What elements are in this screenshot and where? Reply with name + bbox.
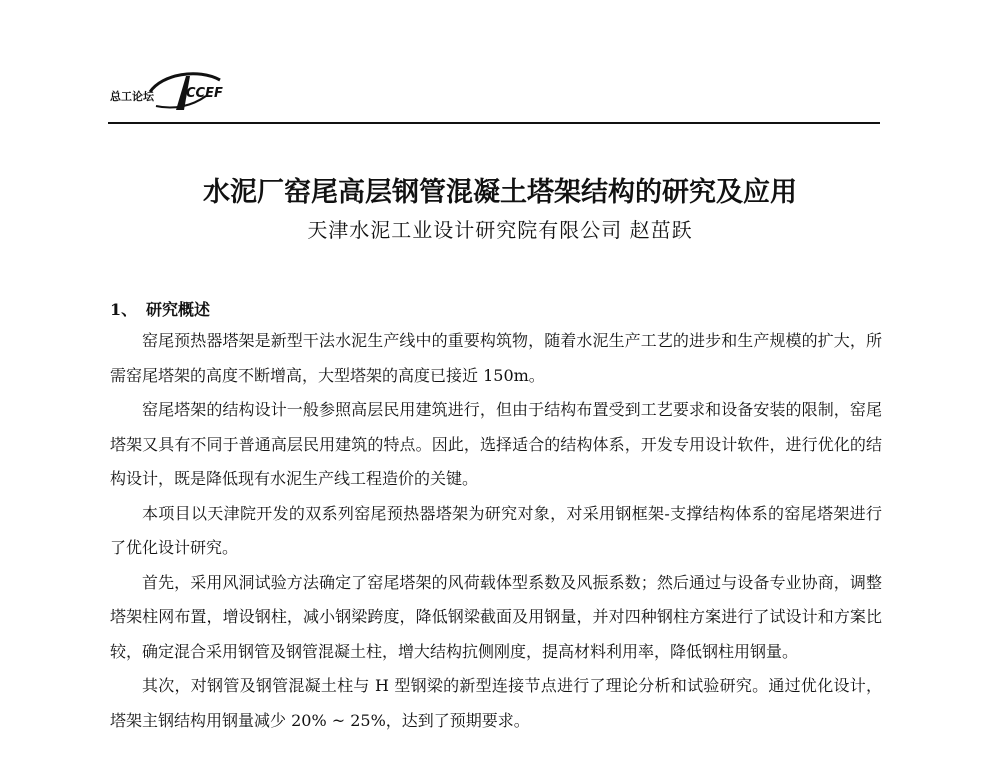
body-text [110, 324, 882, 738]
section-number: 1、 [110, 300, 138, 319]
author-affiliation: 天津水泥工业设计研究院有限公司 赵茁跃 [307, 218, 693, 242]
document-title: 水泥厂窑尾高层钢管混凝土塔架结构的研究及应用 [203, 177, 797, 208]
section-heading [110, 297, 210, 320]
paragraph: 首先，采用风洞试验方法确定了窑尾塔架的风荷载体型系数及风振系数；然后通过与设备专业协商，调整塔架柱网布置，增设钢柱，减小钢梁跨度，降低钢梁截面及用钢量，并对四种钢柱方案进行了试设计和方案比较，确定混合采用钢管及钢管混凝土柱，增大结构抗侧刚度，提高材料利用率，降低钢柱用钢量。 [110, 572, 882, 661]
paragraph: 窑尾塔架的结构设计一般参照高层民用建筑进行，但由于结构布置受到工艺要求和设备安装的限制，窑尾塔架又具有不同于普通高层民用建筑的特点。因此，选择适合的结构体系，开发专用设计软件，进行优化的结构设计，既是降低现有水泥生产线工程造价的关键。 [110, 400, 882, 488]
logo-chinese-text: 总工论坛 [110, 90, 154, 103]
section-title: 研究概述 [146, 300, 211, 319]
paragraph: 其次，对钢管及钢管混凝土柱与 H 型钢梁的新型连接节点进行了理论分析和试验研究。通过优化设计，塔架主钢结构用钢量减少 20% ~ 25%，达到了预期要求。 [110, 676, 882, 730]
header-divider [108, 122, 880, 124]
paragraph: 本项目以天津院开发的双系列窑尾预热器塔架为研究对象，对采用钢框架-支撑结构体系的窑尾塔架进行了优化设计研究。 [110, 503, 882, 557]
paragraph: 窑尾预热器塔架是新型干法水泥生产线中的重要构筑物，随着水泥生产工艺的进步和生产规模的扩大，所需窑尾塔架的高度不断增高，大型塔架的高度已接近 150m。 [110, 331, 882, 385]
logo-english-text: CCEF [186, 86, 223, 101]
journal-logo [110, 66, 260, 122]
